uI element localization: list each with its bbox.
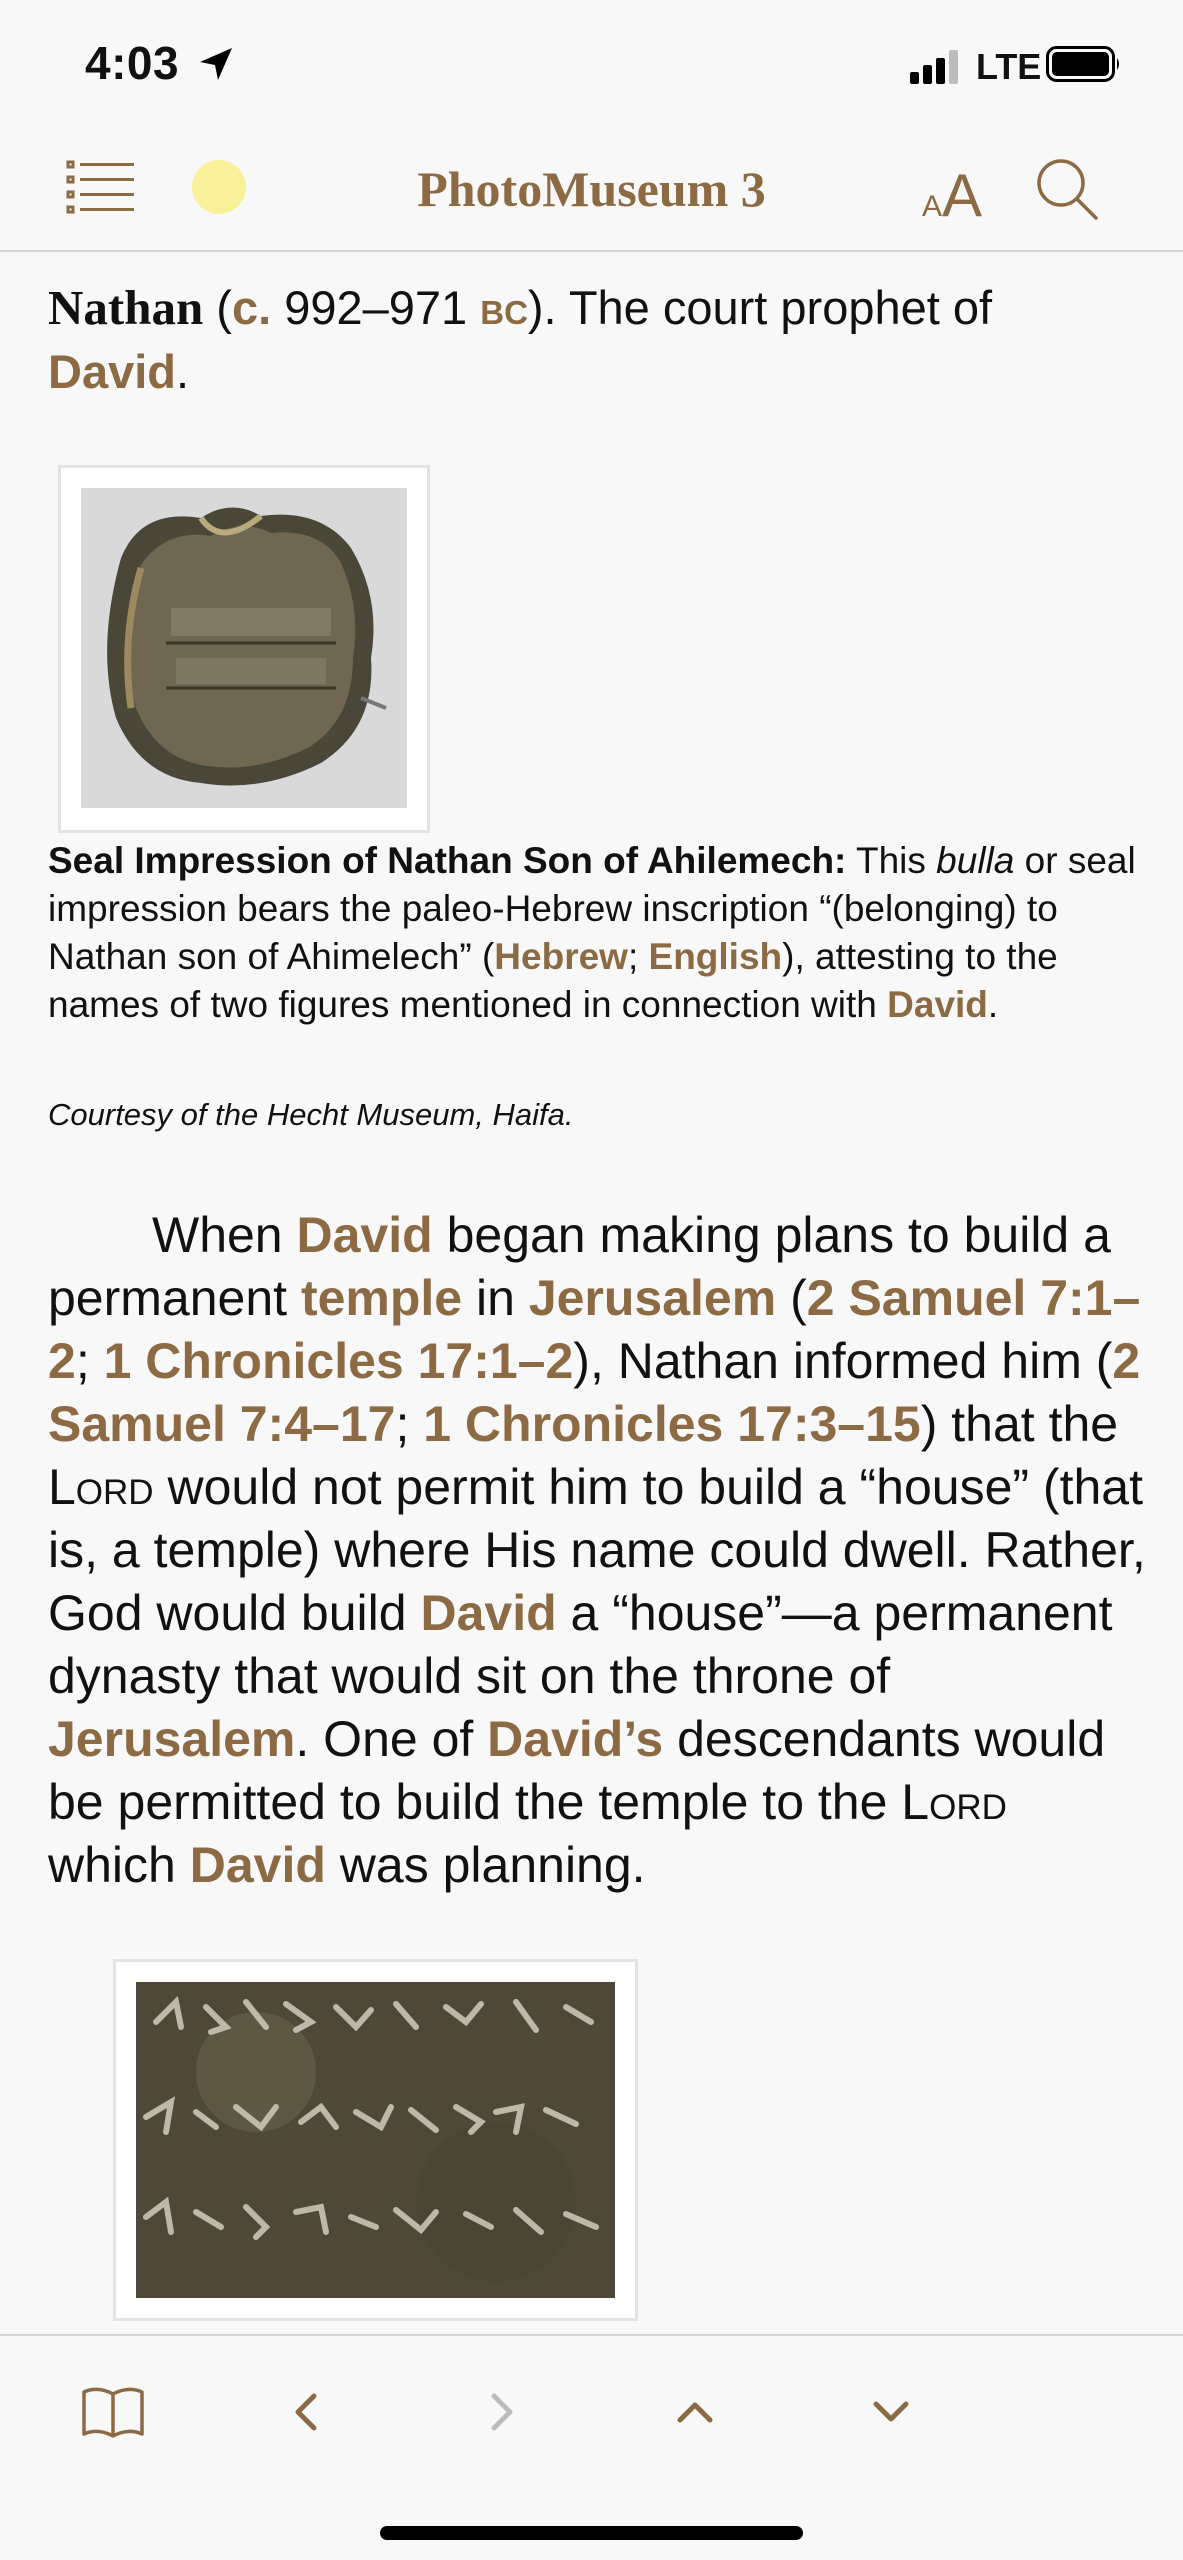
lead-text-2: ). The court prophet of xyxy=(527,281,993,334)
seal-impression-image[interactable] xyxy=(58,465,430,833)
caption-italic: bulla xyxy=(936,840,1015,881)
body-text: . One of xyxy=(295,1711,488,1767)
davids-link[interactable]: David’s xyxy=(487,1711,664,1767)
body-text: ( xyxy=(776,1270,807,1326)
status-time: 4:03 xyxy=(85,37,180,89)
signal-icon xyxy=(910,50,960,84)
body-text: ), Nathan informed him ( xyxy=(573,1333,1113,1389)
body-text: descendants would be permitted to build the temple to the xyxy=(48,1711,1106,1830)
nav-bar xyxy=(0,130,1183,252)
body-text: would not permit him to build a “house” (that is, a temple) where His name could dwell. Rather, God would build xyxy=(48,1459,1146,1641)
body-text: in xyxy=(462,1270,529,1326)
lead-years: 992–971 xyxy=(271,281,481,334)
caption-text-5: . xyxy=(987,984,999,1025)
home-indicator[interactable] xyxy=(380,2526,803,2540)
david-link[interactable]: David xyxy=(48,345,176,398)
lord-text: Lord xyxy=(901,1774,1007,1830)
seal-photo xyxy=(81,488,407,808)
caption-text-3: ; xyxy=(627,936,649,977)
lord-text: Lord xyxy=(48,1459,154,1515)
up-chevron-icon[interactable] xyxy=(660,2382,730,2442)
article-name: Nathan xyxy=(48,280,204,335)
body-text: ; xyxy=(395,1396,424,1452)
david-link[interactable]: David xyxy=(189,1837,326,1893)
lead-end: . xyxy=(176,345,190,398)
font-size-icon[interactable] xyxy=(918,154,988,224)
body-text: a “house”—a permanent dynasty that would sit on the throne of xyxy=(48,1585,1113,1704)
svg-text:A: A xyxy=(922,190,943,223)
scripture-link-2-samuel-7-4[interactable]: 2 Samuel 7:4–17 xyxy=(48,1333,1141,1452)
app-title: PhotoMuseum 3 xyxy=(417,161,766,217)
location-arrow-icon xyxy=(196,44,236,84)
inscription-image[interactable] xyxy=(113,1959,638,2321)
jerusalem-link[interactable]: Jerusalem xyxy=(48,1711,296,1767)
forward-chevron-icon[interactable] xyxy=(466,2382,536,2442)
caption-text-2: or seal impression bears the paleo-Hebrew inscription “(belonging) to Nathan son of Ahimelech” ( xyxy=(48,840,1136,977)
scripture-link-1-chronicles-17-1[interactable]: 1 Chronicles 17:1–2 xyxy=(103,1333,574,1389)
scripture-link-1-chronicles-17-3[interactable]: 1 Chronicles 17:3–15 xyxy=(423,1396,921,1452)
search-icon[interactable] xyxy=(1034,156,1100,222)
battery-icon xyxy=(1046,46,1122,82)
book-icon[interactable] xyxy=(78,2382,148,2442)
back-chevron-icon[interactable] xyxy=(272,2382,342,2442)
caption-text: This xyxy=(846,840,937,881)
inscription-photo xyxy=(136,1982,615,2298)
david-link[interactable]: David xyxy=(296,1207,433,1263)
david-link[interactable]: David xyxy=(420,1585,557,1641)
circa-link[interactable]: c. xyxy=(231,281,272,334)
article-content xyxy=(0,252,1183,2332)
david-link[interactable]: David xyxy=(887,984,988,1025)
lead-paragraph xyxy=(48,276,1138,404)
scripture-link-2-samuel-7-1[interactable]: 2 Samuel 7:1–2 xyxy=(48,1270,1141,1389)
hebrew-link[interactable]: Hebrew xyxy=(494,936,628,977)
temple-link[interactable]: temple xyxy=(300,1270,463,1326)
body-text: ; xyxy=(75,1333,104,1389)
body-paragraph xyxy=(48,1204,1148,1897)
caption-text-4: ), attesting to the names of two figures mentioned in connection with xyxy=(48,936,1058,1025)
figure-caption xyxy=(48,837,1148,1029)
lead-text: ( xyxy=(203,281,232,334)
body-text: was planning. xyxy=(325,1837,646,1893)
svg-text:A: A xyxy=(942,162,983,224)
era-link[interactable]: bc xyxy=(480,281,528,334)
jerusalem-link[interactable]: Jerusalem xyxy=(528,1270,777,1326)
caption-title: Seal Impression of Nathan Son of Ahilemech: xyxy=(48,840,847,881)
image-credit: Courtesy of the Hecht Museum, Haifa. xyxy=(48,1097,574,1132)
body-text: which xyxy=(48,1837,190,1893)
body-text: ) that the xyxy=(920,1396,1119,1452)
network-label: LTE xyxy=(976,46,1042,87)
status-bar xyxy=(0,0,1183,130)
bottom-toolbar xyxy=(0,2334,1183,2560)
down-chevron-icon[interactable] xyxy=(856,2382,926,2442)
english-link[interactable]: English xyxy=(648,936,783,977)
body-text: began making plans to build a permanent xyxy=(48,1207,1111,1326)
body-text: When xyxy=(152,1207,297,1263)
